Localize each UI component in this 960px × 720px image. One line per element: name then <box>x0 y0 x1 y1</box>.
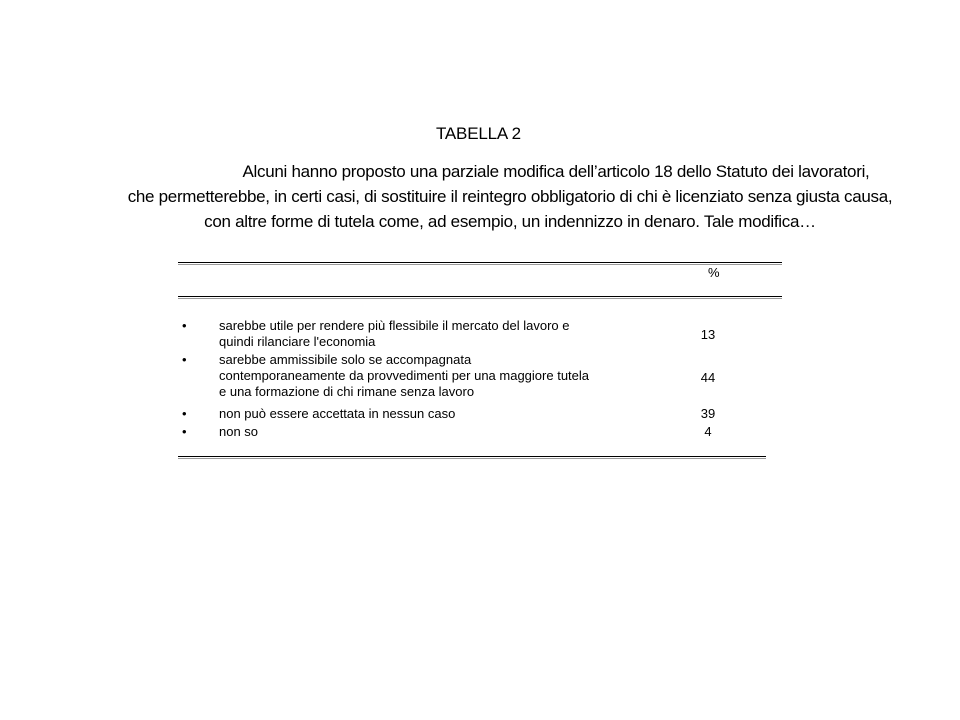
bullet-icon: • <box>182 406 187 421</box>
bullet-icon: • <box>182 424 187 439</box>
bullet-icon: • <box>182 352 187 367</box>
row-value: 44 <box>700 370 716 385</box>
row-label-line: non so <box>219 424 259 439</box>
row-label-line: e una formazione di chi rimane senza lavoro <box>219 384 475 399</box>
question-line: con altre forme di tutela come, ad esempio, un indennizzo in denaro. Tale modifica… <box>204 212 816 231</box>
row-label-line: contemporaneamente da provvedimenti per una maggiore tutela <box>219 368 590 383</box>
row-value: 4 <box>704 424 712 439</box>
row-label <box>219 406 659 422</box>
table-bottom-rule <box>178 456 766 459</box>
row-label <box>219 352 659 400</box>
table-title: TABELLA 2 <box>436 124 521 143</box>
row-label <box>219 424 659 440</box>
row-value: 39 <box>700 406 716 421</box>
bullet-icon: • <box>182 318 187 333</box>
row-label-line: quindi rilanciare l'economia <box>219 334 376 349</box>
table-top-rule <box>178 262 782 265</box>
question-line: Alcuni hanno proposto una parziale modifica dell’articolo 18 dello Statuto dei lavoratori, <box>242 162 870 181</box>
percent-column-header: % <box>708 265 720 280</box>
question-text <box>40 159 960 234</box>
table-header-rule <box>178 296 782 299</box>
row-label-line: non può essere accettata in nessun caso <box>219 406 456 421</box>
row-value: 13 <box>700 327 716 342</box>
question-line: che permetterebbe, in certi casi, di sostituire il reintegro obbligatorio di chi è licenziato senza giusta causa, <box>127 187 893 206</box>
row-label-line: sarebbe utile per rendere più flessibile il mercato del lavoro e <box>219 318 570 333</box>
row-label <box>219 318 659 350</box>
row-label-line: sarebbe ammissibile solo se accompagnata <box>219 352 472 367</box>
